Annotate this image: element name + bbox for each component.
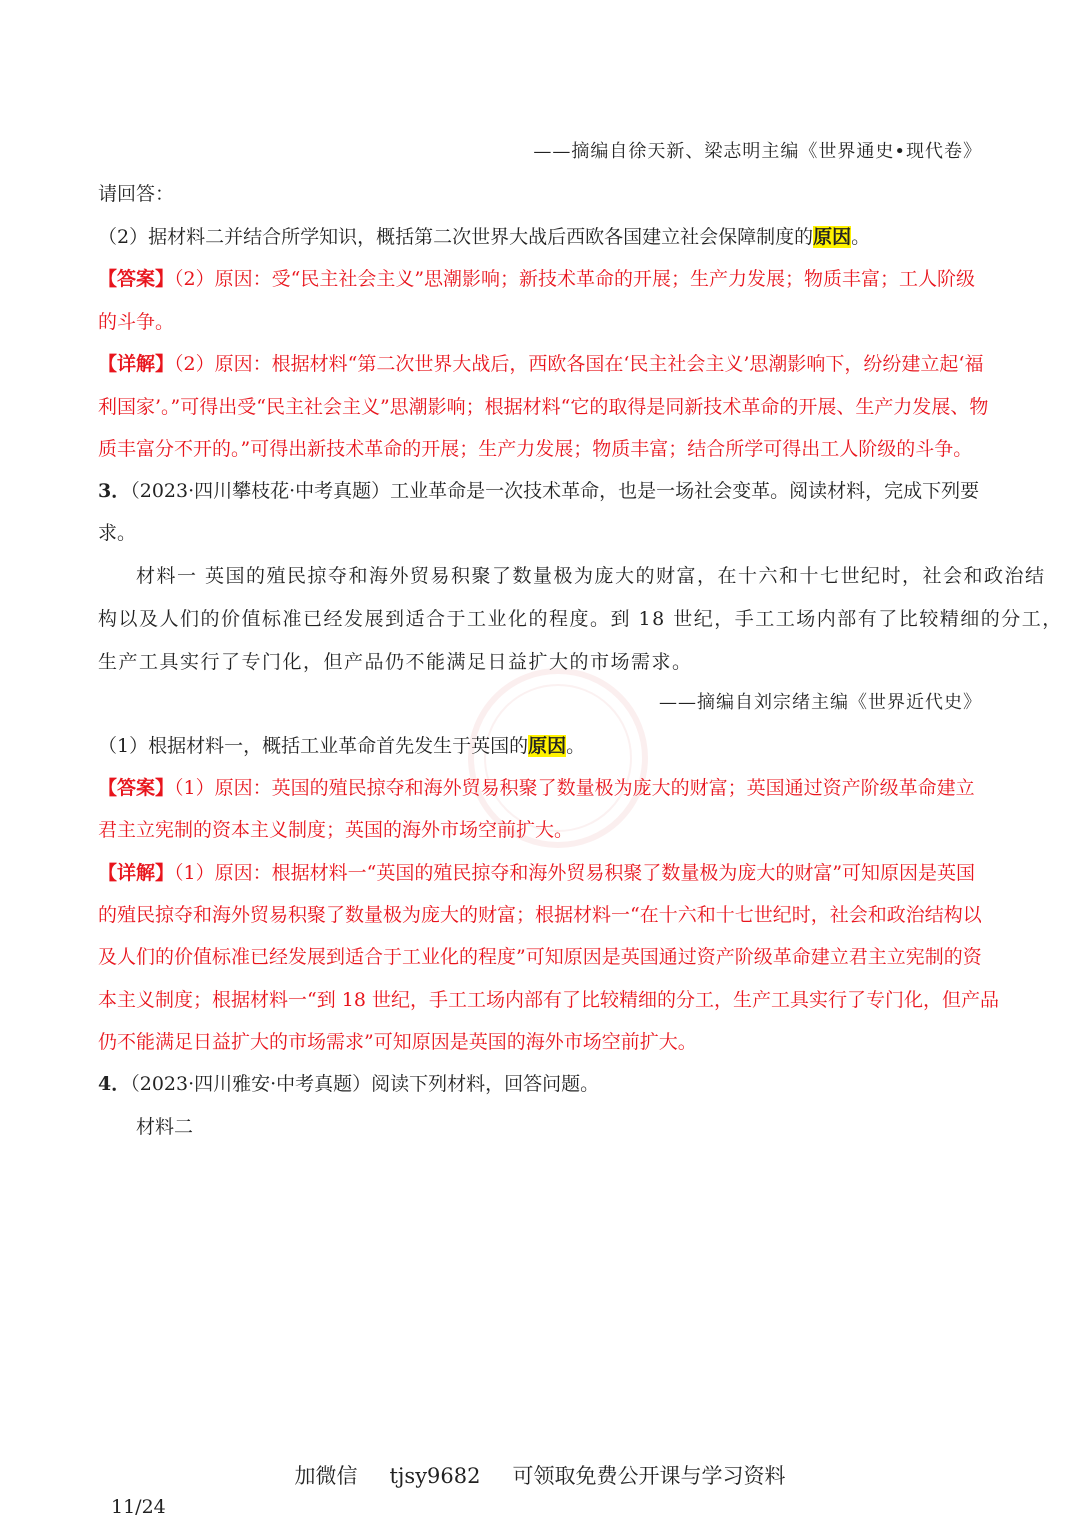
detail-tag: 【详解】 bbox=[98, 862, 175, 884]
question-3-line-1: 3．（2023·四川攀枝花·中考真题）工业革命是一次技术革命，也是一场社会变革。阅读材料，完成下列要 bbox=[98, 480, 980, 502]
answer-2-line-1: 【答案】（2）原因：受“民主社会主义”思潮影响；新技术革命的开展；生产力发展；物质丰富；工人阶级 bbox=[98, 268, 976, 290]
answer-2-line-2: 的斗争。 bbox=[98, 311, 175, 333]
source-citation-1: ——摘编自徐天新、梁志明主编《世界通史•现代卷》 bbox=[533, 141, 982, 162]
detail-3-line-1: 【详解】（1）原因：根据材料一“英国的殖民掠夺和海外贸易积聚了数量极为庞大的财富”可知原因是英国 bbox=[98, 862, 976, 884]
answer-3-line-1: 【答案】（1）原因：英国的殖民掠夺和海外贸易积聚了数量极为庞大的财富；英国通过资产阶级革命建立 bbox=[98, 777, 975, 799]
detail-3-line-4: 本主义制度；根据材料一“到 18 世纪，手工工场内部有了比较精细的分工，生产工具实行了专门化，但产品 bbox=[98, 989, 999, 1011]
detail-2-line-1: 【详解】（2）原因：根据材料“第二次世界大战后，西欧各国在‘民主社会主义’思潮影响下，纷纷建立起‘福 bbox=[98, 353, 984, 375]
footer-promo-text: 可领取免费公开课与学习资料 bbox=[512, 1464, 786, 1488]
prompt-text: 请回答： bbox=[98, 183, 175, 205]
footer-wechat-id: tjsy9682 bbox=[389, 1464, 481, 1488]
footer-wechat-label: 加微信 bbox=[294, 1464, 358, 1488]
source-citation-2: ——摘编自刘宗绪主编《世界近代史》 bbox=[659, 692, 982, 713]
question-3-1: （1）根据材料一，概括工业革命首先发生于英国的原因。 bbox=[98, 735, 586, 757]
page-number: 11/24 bbox=[111, 1496, 166, 1518]
question-3-line-2: 求。 bbox=[98, 522, 137, 544]
answer-tag: 【答案】 bbox=[98, 777, 175, 799]
detail-2-line-3: 质丰富分不开的。”可得出新技术革命的开展；生产力发展；物质丰富；结合所学可得出工人阶级的斗争。 bbox=[98, 438, 973, 460]
detail-2-line-2: 利国家’。”可得出受“民主社会主义”思潮影响；根据材料“它的取得是同新技术革命的开展、生产力发展、物 bbox=[98, 396, 989, 418]
question-2: （2）据材料二并结合所学知识，概括第二次世界大战后西欧各国建立社会保障制度的原因。 bbox=[98, 226, 871, 248]
question-4: 4．（2023·四川雅安·中考真题）阅读下列材料，回答问题。 bbox=[98, 1073, 600, 1095]
detail-3-line-2: 的殖民掠夺和海外贸易积聚了数量极为庞大的财富；根据材料一“在十六和十七世纪时，社会和政治结构以 bbox=[98, 904, 982, 926]
keyword-highlight: 原因 bbox=[813, 226, 852, 248]
material-1-line-1: 材料一 英国的殖民掠夺和海外贸易积聚了数量极为庞大的财富，在十六和十七世纪时，社会和政治结 bbox=[136, 565, 1046, 587]
detail-3-line-5: 仍不能满足日益扩大的市场需求”可知原因是英国的海外市场空前扩大。 bbox=[98, 1031, 697, 1053]
detail-3-line-3: 及人们的价值标准已经发展到适合于工业化的程度”可知原因是英国通过资产阶级革命建立君主立宪制的资 bbox=[98, 946, 982, 968]
answer-3-line-2: 君主立宪制的资本主义制度；英国的海外市场空前扩大。 bbox=[98, 819, 574, 841]
detail-tag: 【详解】 bbox=[98, 353, 175, 375]
material-1-line-2: 构以及人们的价值标准已经发展到适合于工业化的程度。到 18 世纪，手工工场内部有了比较精细的分工， bbox=[98, 608, 1063, 630]
answer-tag: 【答案】 bbox=[98, 268, 175, 290]
material-2-label: 材料二 bbox=[136, 1116, 194, 1138]
keyword-highlight: 原因 bbox=[528, 735, 567, 757]
material-1-line-3: 生产工具实行了专门化，但产品仍不能满足日益扩大的市场需求。 bbox=[98, 651, 693, 673]
footer-promo bbox=[0, 1462, 1080, 1490]
